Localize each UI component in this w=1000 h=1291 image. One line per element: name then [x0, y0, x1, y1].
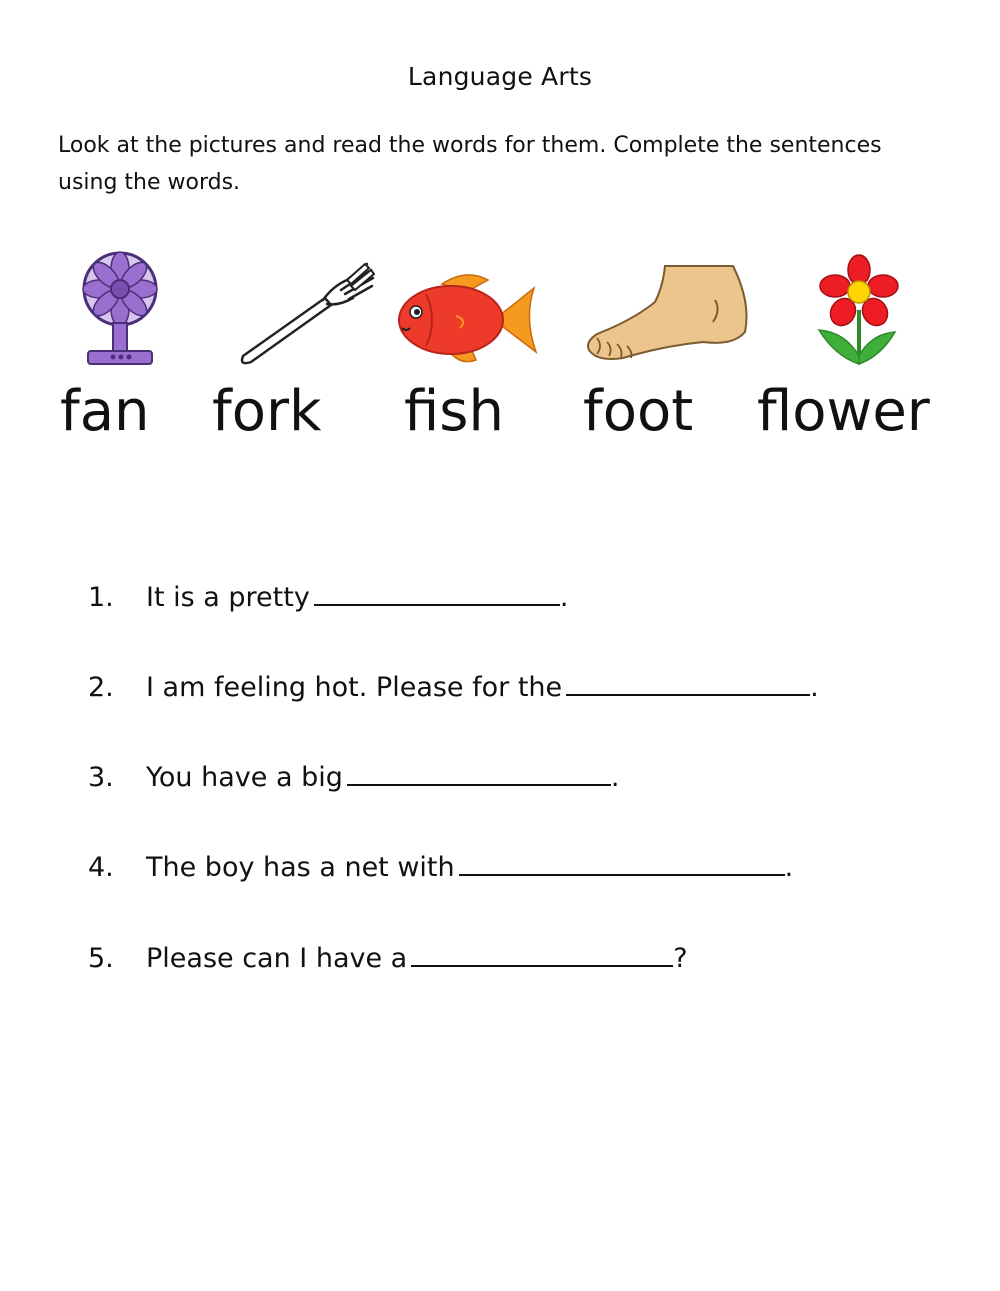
word-fish: fish — [404, 379, 504, 444]
sentence-number: 3. — [88, 762, 114, 793]
sentence-2 — [88, 672, 819, 703]
word-flower: flower — [757, 379, 930, 444]
sentence-number: 2. — [88, 672, 114, 703]
sentence-text: The boy has a net with — [146, 852, 455, 883]
answer-blank[interactable] — [347, 762, 611, 786]
sentence-number: 5. — [88, 943, 114, 974]
foot-icon — [583, 262, 753, 362]
fork-icon — [235, 258, 375, 366]
instructions-text: Look at the pictures and read the words for them. Complete the sentences using the words. — [58, 133, 882, 195]
sentence-number: 1. — [88, 582, 114, 613]
sentence-text: You have a big — [146, 762, 343, 793]
sentence-4 — [88, 852, 793, 883]
answer-blank[interactable] — [314, 582, 560, 606]
fan-icon — [58, 245, 183, 370]
flower-icon — [815, 252, 905, 370]
sentence-text: Please can I have a — [146, 943, 408, 974]
answer-blank[interactable] — [566, 672, 810, 696]
sentence-end: . — [610, 762, 620, 793]
word-fan: fan — [60, 379, 150, 444]
worksheet-title: Language Arts — [407, 62, 593, 91]
sentence-text: I am feeling hot. Please for the — [146, 672, 563, 703]
sentence-text: It is a pretty — [146, 582, 310, 613]
sentence-number: 4. — [88, 852, 114, 883]
sentence-end: . — [810, 672, 819, 703]
word-foot: foot — [583, 379, 694, 444]
fish-icon — [396, 268, 541, 368]
sentence-end: . — [559, 582, 569, 613]
answer-blank[interactable] — [411, 943, 673, 967]
sentence-end: ? — [673, 943, 688, 974]
sentence-1 — [88, 582, 568, 613]
sentence-end: . — [784, 852, 794, 883]
sentence-3 — [88, 762, 619, 793]
word-fork: fork — [212, 379, 322, 444]
sentence-5 — [88, 943, 688, 974]
answer-blank[interactable] — [459, 852, 785, 876]
